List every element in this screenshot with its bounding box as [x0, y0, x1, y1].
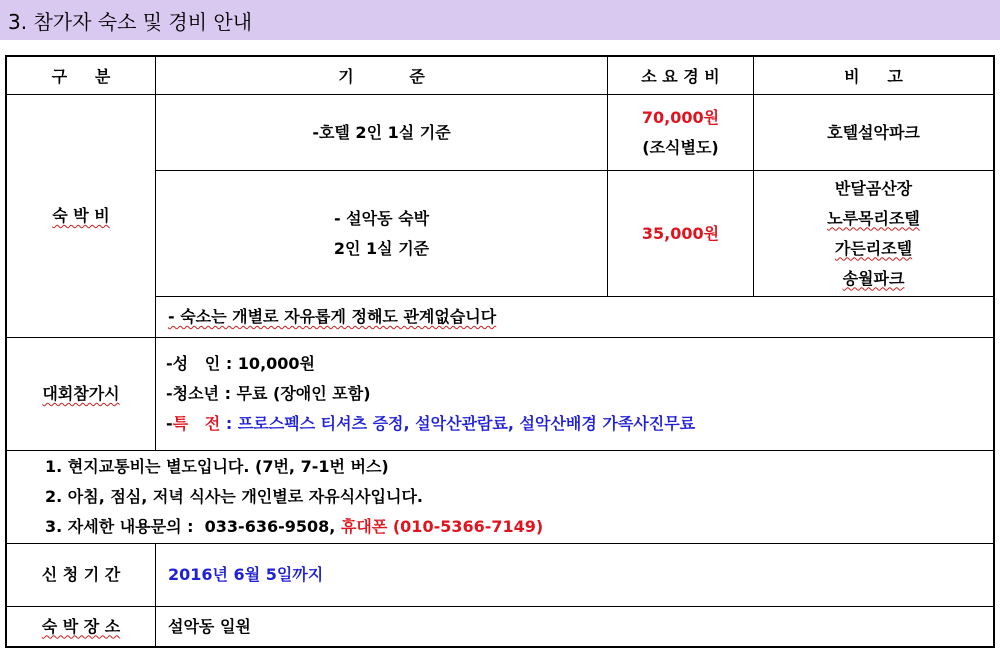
note-line: 1. 현지교통비는 별도입니다. (7번, 7-1번 버스) [45, 457, 389, 476]
location-label: 숙 박 장 소 [41, 616, 121, 636]
header-cost-label: 소 요 경 비 [641, 67, 720, 86]
special-text: : 프로스펙스 티셔츠 증정, 설악산관람료, 설악산배경 가족사진무료 [220, 414, 696, 433]
header-remarks [754, 57, 993, 94]
participation-details-cell [156, 338, 993, 450]
header-remarks-label: 비 고 [844, 67, 903, 86]
hotel-criteria-cell [156, 95, 607, 170]
header-category [7, 57, 155, 94]
seorak-cost-cell [608, 171, 753, 296]
youth-fee: -청소년 : 무료 (장애인 포함) [166, 384, 371, 403]
application-label-cell [7, 544, 155, 606]
contact-phone: 휴대폰 (010-5366-7149) [340, 517, 544, 536]
special-prefix: - [166, 414, 173, 433]
header-criteria [156, 57, 607, 94]
lodging-note-cell [156, 297, 993, 337]
application-period: 2016년 6월 5일까지 [168, 565, 324, 584]
hotel-cost: 70,000원 [641, 107, 720, 127]
participation-label-cell [7, 338, 155, 450]
seorak-criteria-line1: - 설악동 숙박 [333, 208, 430, 228]
lodging-label-cell [7, 95, 155, 337]
application-label: 신 청 기 간 [41, 565, 121, 584]
hotel-criteria: -호텔 2인 1실 기준 [312, 122, 451, 142]
lodging-note: - 숙소는 개별로 자유롭게 정해도 관계없습니다 [168, 307, 497, 326]
hotel-cost-cell [608, 95, 753, 170]
special-label: 특 전 [172, 414, 221, 433]
location-value: 설악동 일원 [168, 616, 251, 636]
header-cost [608, 57, 753, 94]
remark-item: 노루목리조텔 [827, 208, 920, 228]
seorak-remarks-cell [754, 171, 993, 296]
seorak-criteria-cell [156, 171, 607, 296]
hotel-remark-cell [754, 95, 993, 170]
remark-item: 가든리조텔 [834, 238, 913, 258]
location-label-cell [7, 607, 155, 646]
section-title-bar [0, 0, 1000, 40]
location-value-cell [156, 607, 993, 646]
note-line [45, 512, 543, 542]
seorak-cost: 35,000원 [641, 223, 720, 243]
lodging-label: 숙 박 비 [52, 206, 110, 225]
note-line: 2. 아침, 점심, 저녁 식사는 개인별로 자유식사입니다. [45, 487, 423, 506]
participation-label: 대회참가시 [42, 384, 120, 403]
hotel-remark: 호텔설악파크 [827, 122, 920, 142]
contact-prefix: 3. 자세한 내용문의 : 033-636-9508, [45, 517, 341, 536]
info-table [5, 55, 995, 648]
special-benefit [166, 409, 695, 439]
hotel-cost-note: (조식별도) [642, 137, 719, 157]
seorak-criteria-line2: 2인 1실 기준 [333, 238, 430, 258]
header-criteria-label: 기 준 [338, 67, 425, 86]
application-value-cell [156, 544, 993, 606]
remark-item: 송월파크 [842, 268, 905, 288]
notes-cell [7, 451, 993, 543]
section-title: 3. 참가자 숙소 및 경비 안내 [8, 10, 253, 34]
header-category-label: 구 분 [51, 67, 111, 86]
remark-item: 반달곰산장 [834, 178, 913, 198]
adult-fee: -성 인 : 10,000원 [166, 354, 316, 373]
